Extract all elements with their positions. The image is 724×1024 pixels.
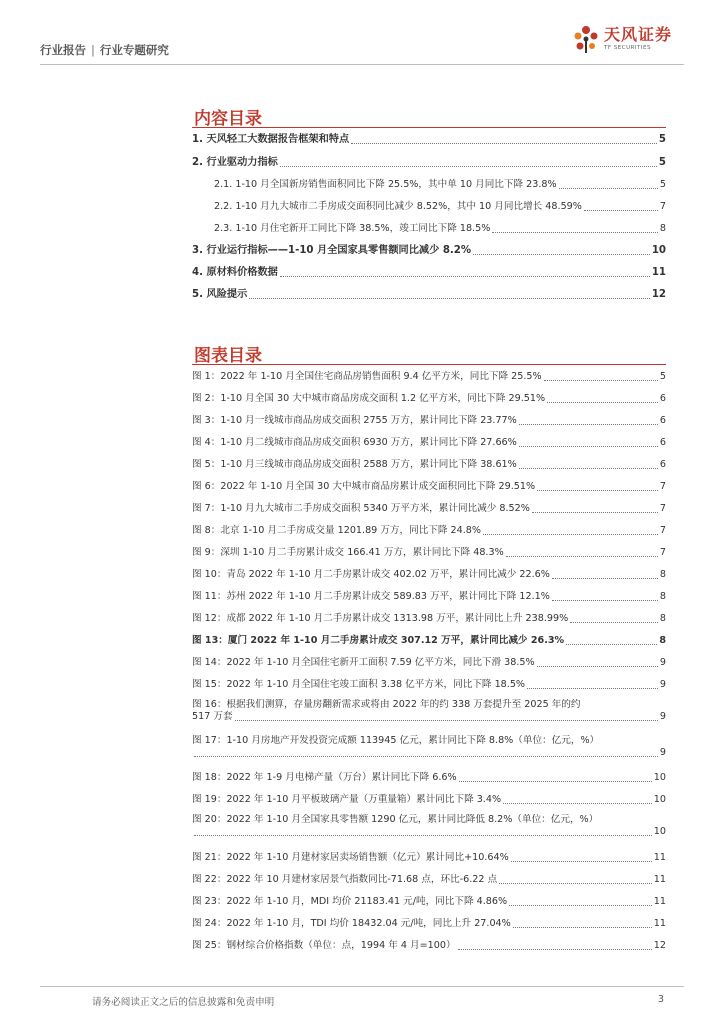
figure-item[interactable]: 图 23：2022 年 1-10 月，MDI 均价 21183.41 元/吨，同比下降 4.86% 11: [192, 896, 666, 907]
figure-item[interactable]: 图 3：1-10 月一线城市商品房成交面积 2755 万方，累计同比下降 23.77% 6: [192, 415, 666, 426]
header-separator: |: [91, 43, 95, 57]
logo-name-en: TF SECURITIES: [603, 45, 651, 51]
toc-item[interactable]: 3. 行业运行指标——1-10 月全国家具零售额同比减少 8.2% 10: [192, 245, 666, 256]
toc-subitem[interactable]: 2.2. 1-10 月九大城市二手房成交面积同比减少 8.52%，其中 10 月同比增长 48.59% 7: [214, 201, 666, 212]
figure-item[interactable]: 图 16：根据我们测算，存量房翻新需求或将由 2022 年的约 338 万套提升至 2025 年的约 517 万套 9: [192, 699, 666, 722]
figure-item[interactable]: 图 25：钢材综合价格指数（单位：点，1994 年 4 月=100） 12: [192, 940, 666, 951]
company-logo: [572, 24, 672, 54]
report-subcategory: 行业专题研究: [99, 43, 169, 57]
figures-rule: [192, 364, 666, 365]
figure-item[interactable]: 图 21：2022 年 1-10 月建材家居卖场销售额（亿元）累计同比+10.64% 11: [192, 852, 666, 863]
toc-subitem[interactable]: 2.3. 1-10 月住宅新开工同比下降 38.5%，竣工同比下降 18.5% 8: [214, 223, 666, 234]
report-category: 行业报告: [40, 43, 86, 57]
figure-item[interactable]: 图 7：1-10 月九大城市二手房成交面积 5340 万平方米，累计同比减少 8.52% 7: [192, 503, 666, 514]
figure-item[interactable]: 图 18：2022 年 1-9 月电梯产量（万台）累计同比下降 6.6% 10: [192, 772, 666, 783]
tf-flower-icon: [572, 24, 600, 54]
toc-item[interactable]: 1. 天风轻工大数据报告框架和特点 5: [192, 134, 666, 145]
report-header: [40, 42, 169, 58]
logo-name-cn: 天风证券: [603, 25, 672, 44]
disclaimer-note: 请务必阅读正文之后的信息披露和免责申明: [92, 997, 275, 1008]
figure-item[interactable]: 图 14：2022 年 1-10 月全国住宅新开工面积 7.59 亿平方米，同比下滑 38.5% 9: [192, 657, 666, 668]
page-number: 3: [657, 994, 664, 1005]
toc-item[interactable]: 5. 风险提示 12: [192, 289, 666, 300]
figures-title: 图表目录: [194, 346, 262, 366]
figure-item[interactable]: 图 11：苏州 2022 年 1-10 月二手房累计成交 589.83 万平，累计同比下降 12.1% 8: [192, 591, 666, 602]
header-divider: [40, 64, 684, 65]
figure-item[interactable]: 图 24：2022 年 1-10 月，TDI 均价 18432.04 元/吨，同比上升 27.04% 11: [192, 918, 666, 929]
figure-item[interactable]: 图 13：厦门 2022 年 1-10 月二手房累计成交 307.12 万平，累计同比减少 26.3% 8: [192, 635, 666, 646]
toc-item[interactable]: 2. 行业驱动力指标 5: [192, 157, 666, 168]
figure-item[interactable]: 图 2：1-10 月全国 30 大中城市商品房成交面积 1.2 亿平方米，同比下降 29.51% 6: [192, 393, 666, 404]
figure-item[interactable]: 图 15：2022 年 1-10 月全国住宅竣工面积 3.38 亿平方米，同比下降 18.5% 9: [192, 679, 666, 690]
figure-item[interactable]: 图 17：1-10 月房地产开发投资完成额 113945 亿元，累计同比下降 8.8%（单位：亿元，%） 9: [192, 735, 666, 758]
contents-title: 内容目录: [194, 109, 262, 129]
toc-item[interactable]: 4. 原材料价格数据 11: [192, 267, 666, 278]
figure-item[interactable]: 图 4：1-10 月二线城市商品房成交面积 6930 万方，累计同比下降 27.66% 6: [192, 437, 666, 448]
figure-item[interactable]: 图 8：北京 1-10 月二手房成交量 1201.89 万方，同比下降 24.8% 7: [192, 525, 666, 536]
figure-item[interactable]: 图 19：2022 年 1-10 月平板玻璃产量（万重量箱）累计同比下降 3.4% 10: [192, 794, 666, 805]
figure-item[interactable]: 图 9：深圳 1-10 月二手房累计成交 166.41 万方，累计同比下降 48.3% 7: [192, 547, 666, 558]
figure-item[interactable]: 图 1：2022 年 1-10 月全国住宅商品房销售面积 9.4 亿平方米，同比下降 25.5% 5: [192, 371, 666, 382]
figure-item[interactable]: 图 20：2022 年 1-10 月全国家具零售额 1290 亿元，累计同比降低 8.2%（单位：亿元，%） 10: [192, 814, 666, 837]
figure-item[interactable]: 图 6：2022 年 1-10 月全国 30 大中城市商品房累计成交面积同比下降 29.51% 7: [192, 481, 666, 492]
contents-rule: [192, 127, 666, 128]
figure-item[interactable]: 图 10：青岛 2022 年 1-10 月二手房累计成交 402.02 万平，累计同比减少 22.6% 8: [192, 569, 666, 580]
figure-item[interactable]: 图 12：成都 2022 年 1-10 月二手房累计成交 1313.98 万平，累计同比上升 238.99% 8: [192, 613, 666, 624]
footer-divider: [40, 986, 684, 987]
figure-item[interactable]: 图 5：1-10 月三线城市商品房成交面积 2588 万方，累计同比下降 38.61% 6: [192, 459, 666, 470]
figure-item[interactable]: 图 22：2022 年 10 月建材家居景气指数同比-71.68 点，环比-6.22 点 11: [192, 874, 666, 885]
toc-subitem[interactable]: 2.1. 1-10 月全国新房销售面积同比下降 25.5%，其中单 10 月同比下降 23.8% 5: [214, 179, 666, 190]
